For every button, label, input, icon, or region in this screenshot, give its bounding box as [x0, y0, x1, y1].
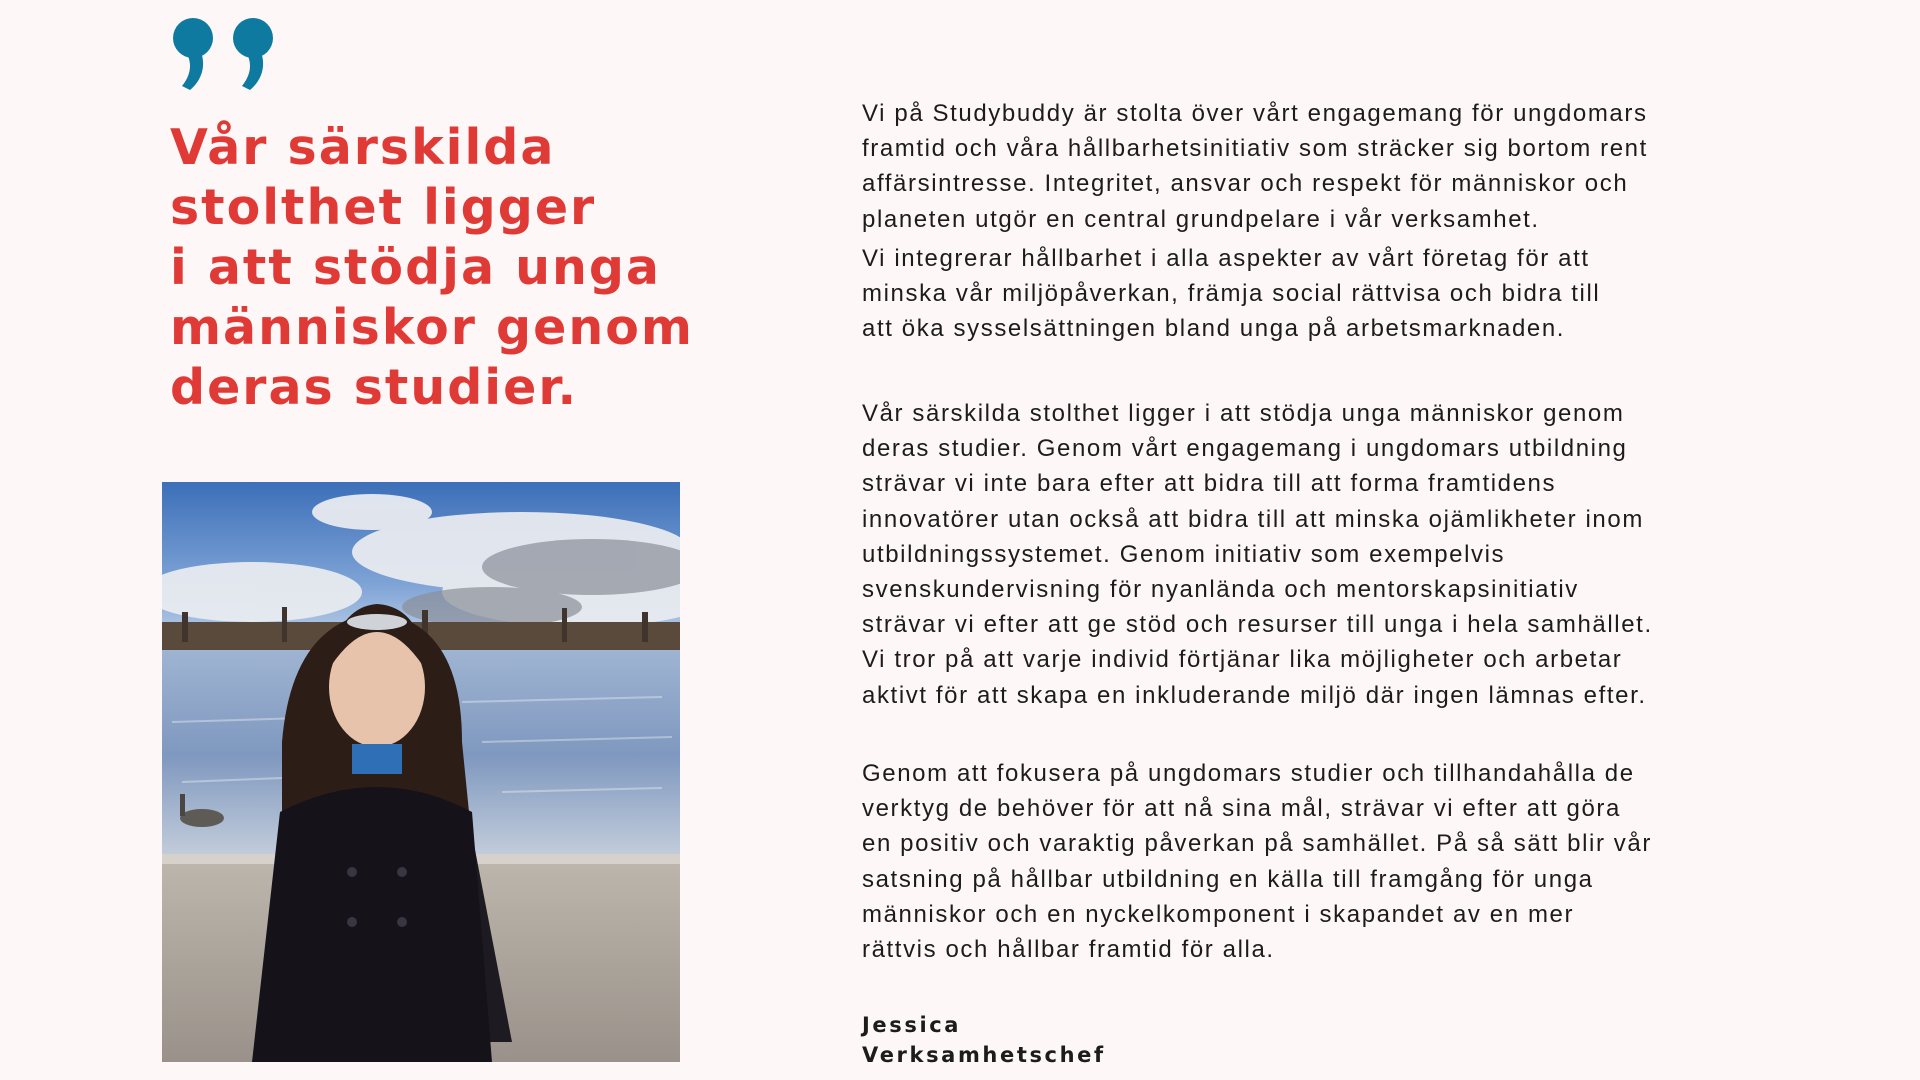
text-line: rättvis och hållbar framtid för alla. [862, 936, 1275, 964]
text-line: Vi tror på att varje individ förtjänar lika möjligheter och arbetar [862, 646, 1623, 674]
text-line: människor och en nyckelkomponent i skapandet av en mer [862, 900, 1575, 928]
headline-line: i att stödja unga [170, 239, 661, 296]
text-line: minska vår miljöpåverkan, främja social rättvisa och bidra till [862, 280, 1601, 308]
text-line: satsning på hållbar utbildning en källa till framgång för unga [862, 865, 1594, 893]
text-line: Vår särskilda stolthet ligger i att stödja unga människor genom [862, 400, 1625, 427]
text-line: deras studier. Genom vårt engagemang i ungdomars utbildning [862, 435, 1628, 463]
headline-line: deras studier. [170, 359, 579, 416]
headline-quote [170, 118, 730, 418]
paragraph-1 [862, 96, 1648, 237]
paragraph-3 [862, 396, 1653, 713]
text-line: verktyg de behöver för att nå sina mål, strävar vi efter att göra [862, 795, 1621, 823]
headline-line: stolthet ligger [170, 179, 597, 236]
headline-line: Vår särskilda [170, 119, 556, 176]
text-line: affärsintresse. Integritet, ansvar och respekt för människor och [862, 170, 1629, 198]
text-line: svenskundervisning för nyanlända och mentorskapsinitiativ [862, 576, 1579, 604]
portrait-photo [162, 482, 680, 1062]
text-line: strävar vi efter att ge stöd och resurser till unga i hela samhället. [862, 611, 1653, 639]
text-line: planeten utgör en central grundpelare i vår verksamhet. [862, 205, 1540, 233]
text-line: Vi integrerar hållbarhet i alla aspekter av vårt företag för att [862, 245, 1590, 272]
text-line: framtid och våra hållbarhetsinitiativ som sträcker sig bortom rent [862, 135, 1648, 163]
text-line: Vi på Studybuddy är stolta över vårt engagemang för ungdomars [862, 100, 1648, 127]
text-line: Genom att fokusera på ungdomars studier och tillhandahålla de [862, 760, 1635, 787]
signature-role: Verksamhetschef [862, 1043, 1106, 1067]
headline-line: människor genom [170, 299, 694, 356]
text-line: att öka sysselsättningen bland unga på arbetsmarknaden. [862, 315, 1566, 343]
text-line: aktivt för att skapa en inkluderande miljö där ingen lämnas efter. [862, 681, 1647, 709]
quotation-mark-icon [170, 16, 282, 92]
text-line: strävar vi inte bara efter att bidra till att forma framtidens [862, 470, 1557, 498]
paragraph-2 [862, 241, 1600, 347]
signature-name: Jessica [862, 1013, 962, 1037]
text-line: en positiv och varaktig påverkan på samhället. På så sätt blir vår [862, 830, 1652, 858]
paragraph-4 [862, 756, 1652, 967]
signature [862, 1010, 1106, 1070]
text-line: innovatörer utan också att bidra till att minska ojämlikheter inom [862, 505, 1644, 533]
text-line: utbildningssystemet. Genom initiativ som exempelvis [862, 540, 1506, 568]
